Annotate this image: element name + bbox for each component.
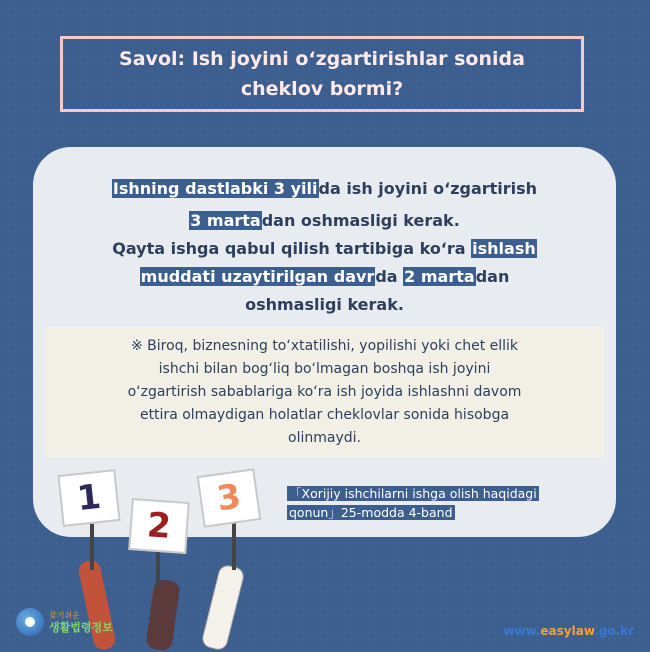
main-line-2 <box>53 207 596 235</box>
main-line-2-rest: dan oshmasligi kerak. <box>261 211 460 230</box>
main-line-1 <box>53 175 596 203</box>
logo-big-text: 생활법령정보 <box>49 621 113 634</box>
highlight-extended-period: muddati uzaytirilgan davr <box>140 267 375 286</box>
law-ref-line-1: 「Xorijiy ishchilarni ishga olish haqidagi <box>289 486 537 501</box>
note-line-5: olinmaydi. <box>288 430 361 446</box>
main-line-3 <box>53 235 596 263</box>
arm-2 <box>145 579 180 652</box>
main-line-4-rest: dan <box>475 267 510 286</box>
note-line-3: o‘zgartirish sabablariga ko‘ra ish joyida ishlashni davom <box>127 384 522 400</box>
stick-1 <box>90 520 94 570</box>
highlight-2-times: 2 marta <box>404 267 475 286</box>
note-line-2: ishchi bilan bog‘liq bo‘lmagan boshqa ish joyini <box>158 361 491 377</box>
site-url-mid: easylaw <box>540 624 595 638</box>
site-url-post: .go.kr <box>594 624 634 638</box>
law-reference <box>287 484 607 522</box>
arm-3 <box>200 563 246 652</box>
title-line-2: cheklov bormi? <box>240 78 404 100</box>
logo-text <box>49 610 113 634</box>
main-line-4-mid: da <box>375 267 404 286</box>
note-box <box>45 327 604 457</box>
highlight-3-times: 3 marta <box>190 211 261 230</box>
highlight-first-3-years: Ishning dastlabki 3 yili <box>112 179 318 198</box>
highlight-work-period: ishlash <box>472 239 536 258</box>
note-line-4: ettira olmaydigan holatlar cheklovlar sonida hisobga <box>139 407 510 423</box>
note-line-1: ※ Biroq, biznesning to‘xtatilishi, yopilishi yoki chet ellik <box>130 338 519 354</box>
placard-1-number: 1 <box>75 476 103 520</box>
logo-small-text: 찾기쉬운 <box>49 611 80 620</box>
title-line-1: Savol: Ish joyini o‘zgartirishlar sonida <box>119 48 525 70</box>
main-line-3-pre: Qayta ishga qabul qilish tartibiga ko‘ra <box>112 239 472 258</box>
main-line-1-rest: da ish joyini o‘zgartirish <box>318 179 538 198</box>
placard-1 <box>57 469 120 527</box>
placard-2-number: 2 <box>145 505 173 547</box>
site-url-pre: www. <box>503 624 541 638</box>
main-line-5: oshmasligi kerak. <box>245 295 404 314</box>
placard-3-number: 3 <box>214 476 244 520</box>
site-url[interactable] <box>503 624 634 638</box>
stick-3 <box>232 520 236 570</box>
arm-1 <box>77 559 117 652</box>
content-card <box>33 147 616 537</box>
placard-2 <box>128 498 189 554</box>
title-box <box>60 36 584 112</box>
easylaw-logo <box>16 608 113 636</box>
main-line-4 <box>53 263 596 291</box>
law-ref-line-2: qonun」25-modda 4-band <box>289 505 453 520</box>
main-text <box>53 175 596 319</box>
placard-3 <box>197 468 262 528</box>
logo-mark-icon <box>16 608 44 636</box>
